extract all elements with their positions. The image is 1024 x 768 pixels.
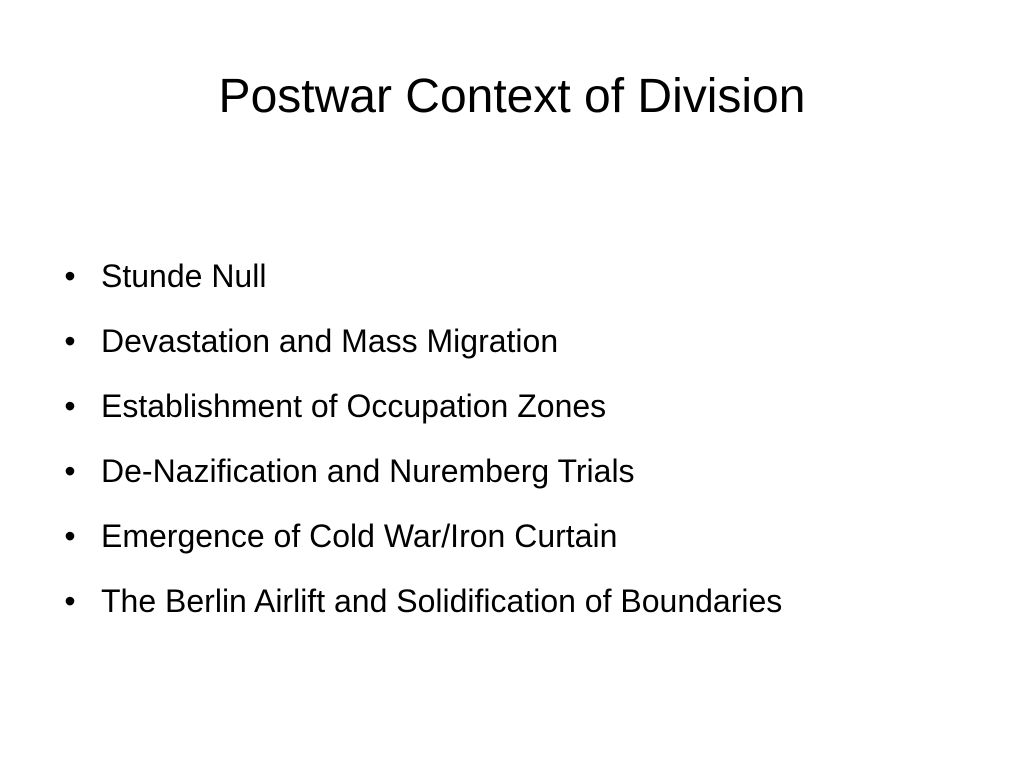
bullet-item-berlin-airlift <box>60 575 801 627</box>
bullet-item-cold-war <box>60 510 960 562</box>
bullet-list <box>60 250 960 640</box>
bullet-item-devastation <box>60 315 960 367</box>
bullet-text: Devastation and Mass Migration <box>101 323 559 359</box>
slide-title: Postwar Context of Division <box>218 70 806 123</box>
bullet-icon: • <box>64 258 76 294</box>
bullet-icon: • <box>64 323 76 359</box>
bullet-icon: • <box>64 453 76 489</box>
bullet-item-occupation-zones <box>60 380 960 432</box>
bullet-icon: • <box>64 583 76 619</box>
bullet-icon: • <box>64 518 76 554</box>
bullet-icon: • <box>64 388 76 424</box>
bullet-item-stunde-null <box>60 250 960 302</box>
bullet-text: Establishment of Occupation Zones <box>101 388 607 424</box>
bullet-text: De-Nazification and Nuremberg Trials <box>101 453 635 489</box>
bullet-text: Stunde Null <box>101 258 267 294</box>
bullet-item-de-nazification <box>60 445 960 497</box>
bullet-text: Emergence of Cold War/Iron Curtain <box>101 518 618 554</box>
bullet-text: The Berlin Airlift and Solidification of Boundaries <box>101 583 783 619</box>
